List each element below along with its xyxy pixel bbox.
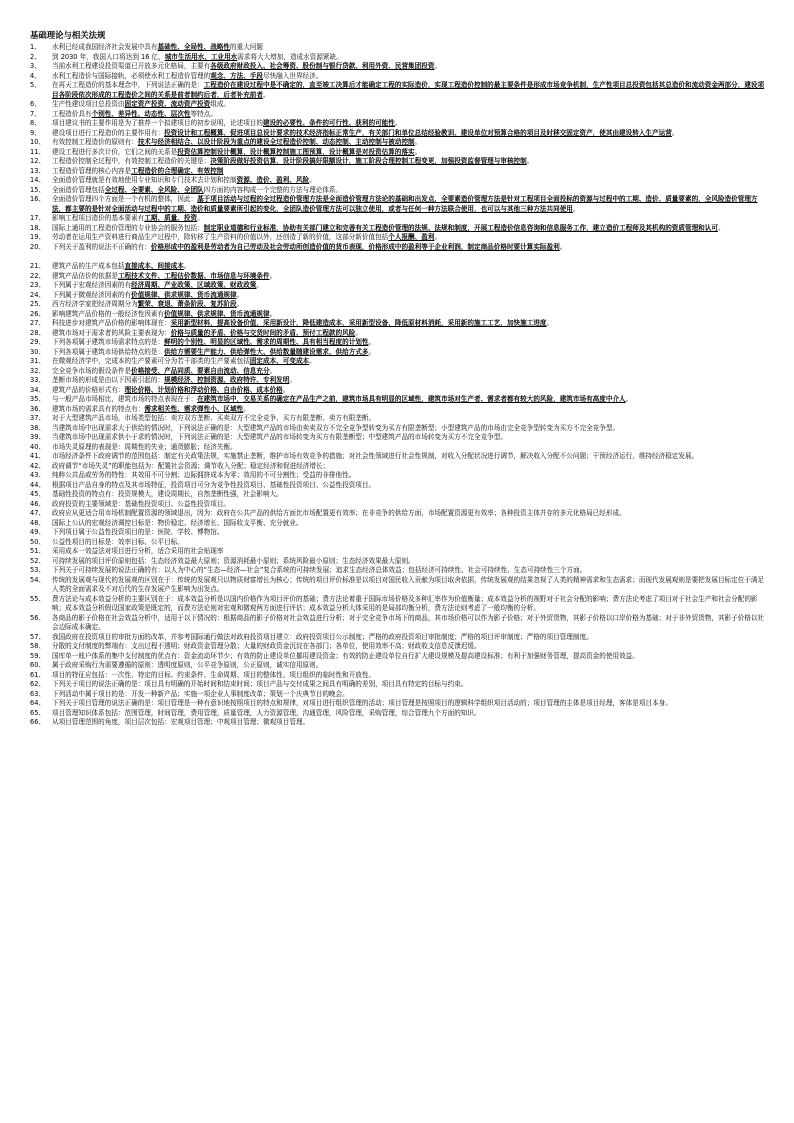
item-question: 纯粹公共品或劳务的特性：其效用不可分割；边际拥挤成本为零；效用的不可分割性；受益的非排他性。 bbox=[52, 471, 356, 479]
item-suffix: 。 bbox=[355, 328, 362, 337]
document-page bbox=[30, 30, 765, 728]
item-number: 1、 bbox=[30, 43, 41, 51]
item-number: 28、 bbox=[30, 328, 45, 337]
item-suffix: 尽快融入世界经济。 bbox=[263, 71, 323, 80]
item-suffix: 。 bbox=[414, 147, 422, 156]
item-question: 建筑市场对于需求者的风险主要表现为： bbox=[52, 328, 171, 337]
item-question: 建筑产品估价的依据是 bbox=[52, 271, 118, 280]
list-item bbox=[30, 100, 765, 110]
list-item bbox=[30, 119, 765, 129]
item-question: 项目管理知识体系包括：范围管理，时间管理，费用管理，质量管理，人力资源管理，沟通管理，风险管理，采购管理，综合管理九个方面的知识。 bbox=[52, 708, 481, 717]
item-answer: 价格接受、产品同质、要素自由流动、信息充分 bbox=[131, 366, 270, 375]
list-item bbox=[30, 481, 765, 491]
item-number: 50、 bbox=[30, 537, 45, 546]
list-item bbox=[30, 386, 765, 396]
item-answer: 价值规律、供求规律、货币流通规律 bbox=[131, 290, 237, 299]
item-suffix: 。 bbox=[414, 138, 422, 146]
list-item bbox=[30, 462, 765, 472]
item-suffix: 。 bbox=[256, 281, 263, 289]
item-answer: 工期、质量、投资 bbox=[144, 214, 198, 222]
list-item bbox=[30, 310, 765, 320]
item-question: 水利已经成我国经济社会发展中具有 bbox=[52, 43, 158, 51]
item-question: 下列关于可持续发展的说法正确的有：以人为中心的“生态—经济—社会”复合系统的可持续发展；追求生态经济总体效益；包括经济可持续性、社会可持续性、生态可持续性三个方面。 bbox=[52, 566, 587, 574]
item-number: 17、 bbox=[30, 214, 45, 222]
list-item bbox=[30, 291, 765, 301]
item-suffix: 。 bbox=[183, 262, 191, 270]
item-number: 32、 bbox=[30, 366, 45, 375]
item-question: 政府投资的主要领域是：基础性投资项目、公益性投资项目。 bbox=[52, 499, 231, 508]
item-answer: 在建筑市场中，交易关系的确定在产品生产之前，建筑市场具有明显的区域性，建筑市场对生产者、需求者都有较大的风险，建筑市场有高度中介人 bbox=[197, 395, 626, 403]
item-answer: 观念、方法、手段 bbox=[210, 71, 263, 80]
item-suffix: 。 bbox=[671, 128, 679, 137]
list-item bbox=[30, 424, 765, 434]
item-list bbox=[30, 43, 765, 728]
item-question: 西方经济学家把经济周期分为 bbox=[52, 300, 138, 308]
item-answer: 个别性、差异性、动态性、层次性 bbox=[91, 109, 191, 118]
list-item bbox=[30, 224, 765, 234]
item-question: 市场经济条件下政府调节的范围包括：制定有关政策法规，实施禁止垄断，维护市场有效竞争的措施；对社会性领域进行社会性规制，对收入分配状况进行调节，解决收入分配不公问题；干预经济运行，维持经济稳定发展。 bbox=[52, 452, 699, 460]
list-item bbox=[30, 53, 765, 63]
item-number: 26、 bbox=[30, 309, 45, 318]
item-question: 基础性投资的特点有：投资规模大，建设周期长，自然垄断性强，社会影响大。 bbox=[52, 490, 283, 498]
item-number: 41、 bbox=[30, 452, 45, 460]
item-number: 12、 bbox=[30, 157, 45, 165]
item-answer: 全过程、全要素、全风险、全团队 bbox=[104, 185, 204, 194]
list-item bbox=[30, 110, 765, 120]
list-item bbox=[30, 652, 765, 662]
item-number: 52、 bbox=[30, 556, 45, 565]
item-number: 45、 bbox=[30, 490, 45, 498]
item-number: 44、 bbox=[30, 480, 45, 489]
item-number: 4、 bbox=[30, 71, 41, 80]
item-answer: 城市生活用水、工业用水 bbox=[164, 52, 238, 61]
item-suffix: 。 bbox=[526, 157, 534, 165]
item-question: 各商品的影子价格在社会效益分析中，适用于以下情况的：根据商品的影子价格对社会效益进行分析；对于完全竞争市场下的商品，其市场价格可以作为影子价格；对于外贸货物，其影子价格以口岸价格为基础；对于非外贸货物，其影子价格以社会边际成本确定。 bbox=[52, 613, 765, 631]
item-suffix: 。 bbox=[434, 233, 442, 241]
item-question: 采用成本一效益法对项目进行分析，适合采用的社会贴现率 bbox=[52, 547, 224, 555]
item-question: 我国政府在投资项目的审批方面的改革，并参考国际通行做法对政府投资项目建立：政府投资项目公示制度；严格的政府投资项目审批制度；严格的项目评审制度；严格的项目管理制度。 bbox=[52, 632, 593, 641]
item-number: 65、 bbox=[30, 708, 45, 717]
list-item bbox=[30, 528, 765, 538]
item-suffix: 。 bbox=[368, 347, 376, 356]
item-answer: 鲜明的个别性、明显的区域性、需求的周期性、具有相当程度的计划性 bbox=[164, 338, 369, 346]
list-item bbox=[30, 633, 765, 643]
item-question: 工程造价管理的核心内容是 bbox=[52, 166, 132, 175]
item-suffix: 组成。 bbox=[210, 100, 231, 108]
list-item bbox=[30, 62, 765, 72]
item-answer: 直接成本、间接成本 bbox=[124, 262, 184, 270]
item-answer: 供给方需要生产能力、供给弹性大、供给数量随建设需求、供给方式多 bbox=[164, 347, 369, 356]
list-item bbox=[30, 43, 765, 53]
item-answer: 价值规律、供求规律、货币流通规律 bbox=[164, 309, 270, 318]
item-question: 影响工程项目造价的基本要素有 bbox=[52, 214, 145, 222]
item-question: 当建筑市场中出现需求大于供给的情况时，下列说法正确的是：大型建筑产品的市场由卖卖双方不完全竞争型转变为买方有限垄断型；小型建筑产品的市场由完全竞争型转变为买方不完全竞争型。 bbox=[52, 423, 620, 432]
list-item bbox=[30, 148, 765, 158]
item-suffix: 。 bbox=[269, 271, 277, 280]
item-question: 下列各项属于建筑市场需求特点的是： bbox=[52, 338, 165, 346]
item-number: 30、 bbox=[30, 347, 45, 356]
item-answer: 需求相关性、需求弹性小、区域性 bbox=[144, 404, 244, 413]
item-number: 27、 bbox=[30, 319, 45, 327]
list-item bbox=[30, 471, 765, 481]
list-item bbox=[30, 519, 765, 529]
item-number: 58、 bbox=[30, 642, 45, 650]
item-answer: 采用新型材料，提高设备价值，采用新设计，降低建造成本，采用新型设备，降低原材料消耗，采用新的施工工艺，加快施工进度 bbox=[170, 319, 547, 327]
item-answer: 各级政府财政投入、社会筹资、股份制与银行贷款、利用外资、民营集团投资 bbox=[210, 62, 435, 70]
item-number: 23、 bbox=[30, 281, 45, 289]
item-suffix: 四方面的内容构成一个完整的方法与理论体系。 bbox=[203, 185, 343, 194]
item-question: 下列属于微观经济因素的有 bbox=[52, 290, 132, 299]
item-question: 劳动者在运用生产资料进行商品生产过程中，除转移了生产资料的价值以外，还创造了新的价值，这部分新价值包括 bbox=[52, 233, 389, 241]
item-number: 14、 bbox=[30, 176, 45, 184]
list-item bbox=[30, 348, 765, 358]
list-item bbox=[30, 167, 765, 177]
item-number: 20、 bbox=[30, 242, 45, 251]
item-number: 3、 bbox=[30, 62, 41, 70]
list-item bbox=[30, 195, 765, 214]
list-item bbox=[30, 718, 765, 728]
item-answer: 规模经济、控制资源、政府特许、专利发明 bbox=[164, 376, 290, 384]
item-question: 到 2030 年，我国人口将达到 16 亿， bbox=[52, 52, 165, 61]
item-question: 从项目管理范围的角度，项目层次包括：宏观项目管理；中观项目管理；微观项目管理。 bbox=[52, 718, 310, 726]
item-question: 分散的支付制度的弊端有：支出过程不透明；财政资金管理分散；大量的财政资金沉淀在各部门；各单位，使用效率不高；财政收支信息反馈迟缓。 bbox=[52, 642, 481, 650]
item-suffix: 。 bbox=[236, 290, 244, 299]
item-question: 对于大型建筑产品市场，市场类型包括：卖方双方垄断、买卖双方不完全竞争、买方有限垄断、卖方有限垄断。 bbox=[52, 414, 376, 422]
item-question: 政府应从更适合用市场机制配置资源的领域退出，因为：政府在公共产品的供给方面比市场配置更有效率；在非竞争的供给方面，市场配置资源更有效率；各种投资主体并存的多元化格局已经形成。 bbox=[52, 509, 626, 517]
item-question: 工程造价控制全过程中，有效控制工程造价的关键是： bbox=[52, 157, 211, 165]
item-number: 60、 bbox=[30, 661, 45, 669]
list-item bbox=[30, 500, 765, 510]
item-question: 项目的特征应包括：一次性、特定的目标、约束条件、生命周期、项目的整体性、项目组织的临时性和开放性。 bbox=[52, 670, 376, 679]
item-answer: 制定职业道德和行业标准，协助有关部门建立和完善有关工程造价管理的法规、法规和制度，开展工程造价信息咨询和信息服务工作，建立造价工程师及其机构的资质管理和认可 bbox=[203, 223, 718, 232]
item-question: 建设工程进行多次计价，它们之间的关系是 bbox=[52, 147, 178, 156]
item-question: 下列关于盈利的说法不正确的有： bbox=[52, 242, 151, 251]
item-question: 下列活动中属于项目的是：开发一种新产品；实施一项企业人事制度改革；策划一个庆典节目的晚会。 bbox=[52, 689, 349, 698]
item-number: 61、 bbox=[30, 670, 45, 679]
item-question: 国际上公认的宏观经济调控目标是：物价稳定、经济增长、国际收支平衡、充分就业。 bbox=[52, 518, 303, 527]
item-suffix: 的重大问题 bbox=[230, 43, 263, 51]
item-question: 科技进步对建筑产品价格的影响体现在： bbox=[52, 319, 171, 327]
item-suffix: 。 bbox=[243, 404, 250, 413]
item-number: 13、 bbox=[30, 166, 45, 175]
section-gap bbox=[30, 252, 765, 262]
item-answer: 投资设计和工程概算、促进项目总设计要求的技术经济指标正常生产，有关部门和单位总结经验教训、建设单位对预算合格的项目及时移交固定资产，使其由建设转入生产运营 bbox=[164, 128, 672, 137]
item-answer: 工程造价的合理确定、有效控制 bbox=[131, 166, 224, 175]
item-number: 7、 bbox=[30, 109, 41, 118]
item-number: 16、 bbox=[30, 195, 45, 203]
list-item bbox=[30, 709, 765, 719]
item-answer: 技术与经济相结合、以设计阶段为重点的建设全过程造价控制、动态控制、主动控制与被动控制 bbox=[137, 138, 415, 146]
item-number: 10、 bbox=[30, 138, 45, 146]
list-item bbox=[30, 661, 765, 671]
item-question: 国际上通用的工程造价管理的专业协会的服务包括： bbox=[52, 223, 204, 232]
item-suffix: 等特点。 bbox=[190, 109, 217, 118]
item-question: 当前水利工程建设投资渠道已开放多元化格局，主要有 bbox=[52, 62, 211, 70]
list-item bbox=[30, 538, 765, 548]
item-answer: 基础性、全局性、战略性 bbox=[157, 43, 231, 51]
item-number: 48、 bbox=[30, 518, 45, 527]
item-answer: 固定成本、可变成本 bbox=[249, 357, 310, 365]
item-question: 有效控制工程造价的原则有： bbox=[52, 138, 138, 146]
item-number: 55、 bbox=[30, 594, 45, 603]
item-answer: 繁荣、衰退、萧条阶段、复苏阶段 bbox=[137, 300, 237, 308]
list-item bbox=[30, 338, 765, 348]
item-number: 36、 bbox=[30, 404, 45, 413]
item-number: 35、 bbox=[30, 395, 45, 403]
list-item bbox=[30, 690, 765, 700]
list-item bbox=[30, 405, 765, 415]
item-answer: 价格与质量的矛盾、价格与交货时间的矛盾、预付工程款的风险 bbox=[170, 328, 356, 337]
list-item bbox=[30, 699, 765, 709]
item-answer: 价格形成中的盈利是劳动者为自己劳动及社会劳动所创造价值的货币表现，价格形成中的盈利等于企业利润，制定商品价格时要计算实际盈利 bbox=[150, 242, 560, 251]
item-number: 43、 bbox=[30, 471, 45, 479]
list-item bbox=[30, 262, 765, 272]
item-number: 19、 bbox=[30, 233, 45, 241]
item-answer: 决策阶段做好投资估算，设计阶段搞好限额设计，施工阶段合理控制工程变更，加强投资监督管理与审核控制 bbox=[210, 157, 527, 165]
list-item bbox=[30, 443, 765, 453]
list-item bbox=[30, 642, 765, 652]
item-suffix: 。 bbox=[197, 214, 204, 222]
item-question: 当建筑市场中出现需求供小于求的情况时，下列说法正确的是：大型建筑产品的市场转变为买方有限垄断型；中型建筑产品的市场转变为买方不完全竞争型。 bbox=[52, 433, 507, 441]
item-number: 5、 bbox=[30, 81, 41, 89]
item-suffix: 。 bbox=[546, 319, 554, 327]
list-item bbox=[30, 176, 765, 186]
item-number: 51、 bbox=[30, 547, 45, 555]
list-item bbox=[30, 243, 765, 253]
list-item bbox=[30, 319, 765, 329]
item-number: 31、 bbox=[30, 357, 45, 365]
list-item bbox=[30, 281, 765, 291]
item-number: 22、 bbox=[30, 271, 45, 280]
item-question: 费方法论与成本效益分析的主要区别在于：成本效益分析是以国内价格作为项目评价的基础；费方法论着重于国际市场价格及多种汇率作为价值衡量；成本效益分析的视野对于社会分配的影响；费方法论考虑了项目对于社会生产和社会分配的影响；成本效益分析假设国家政策是既定的，而费方法论则对宏观和微观两方面进行评估；成本效益分析大体采用的是局部均衡分析，费方法论则考虑了一般均衡的分析。 bbox=[52, 594, 758, 612]
item-suffix: 。 bbox=[236, 300, 244, 308]
item-question: 建筑产品的生产成本包括 bbox=[52, 262, 125, 270]
item-number: 57、 bbox=[30, 632, 45, 641]
list-item bbox=[30, 157, 765, 167]
item-answer: 资源、造价、盈利、风险 bbox=[236, 176, 310, 184]
item-number: 40、 bbox=[30, 442, 45, 451]
item-suffix: 。 bbox=[717, 223, 725, 232]
list-item bbox=[30, 214, 765, 224]
item-suffix: 需求将大大增加，造成水资源紧缺。 bbox=[237, 52, 343, 61]
item-suffix: 。 bbox=[282, 385, 290, 394]
item-question: 下列各项属于建筑市场供给特点的是： bbox=[52, 347, 165, 356]
item-number: 64、 bbox=[30, 699, 45, 707]
list-item bbox=[30, 81, 765, 100]
list-item bbox=[30, 367, 765, 377]
item-number: 21、 bbox=[30, 262, 45, 270]
item-answer: 理论价格、计划价格和浮动价格、自由价格、成本价格 bbox=[124, 385, 283, 394]
item-suffix: 。 bbox=[309, 176, 316, 184]
item-number: 2、 bbox=[30, 52, 41, 61]
item-number: 29、 bbox=[30, 338, 45, 346]
item-suffix: 。 bbox=[559, 242, 567, 251]
item-number: 39、 bbox=[30, 433, 45, 441]
item-question: 下列属于宏观经济因素的有 bbox=[52, 281, 132, 289]
item-question: 垄断市场的形成是由以下因素引起的： bbox=[52, 376, 165, 384]
document-title: 基础理论与相关法规 bbox=[30, 30, 106, 40]
item-question: 政府调节“市场失灵”的职能包括为：配置社会资源；调节收入分配；稳定经济和促进经济增长； bbox=[52, 461, 330, 470]
list-item bbox=[30, 680, 765, 690]
item-question: 与一般产品市场相比，建筑市场的特点表现在于： bbox=[52, 395, 198, 403]
item-suffix: 。 bbox=[269, 309, 277, 318]
item-answer: 投资估算控制设计概算，设计概算控制施工图预算，设计概算是对投资估算的落实 bbox=[177, 147, 415, 156]
list-item bbox=[30, 300, 765, 310]
list-item bbox=[30, 614, 765, 633]
item-question: 下列项目属于公益性投资项目的是：医院、学校、博物馆。 bbox=[52, 528, 224, 536]
list-item bbox=[30, 395, 765, 405]
item-question: 全面造价管理就是有效地使用专业知识和专门技术去计划和控制 bbox=[52, 176, 237, 184]
item-question: 影响建筑产品价格的一般经济性因素有 bbox=[52, 309, 165, 318]
item-number: 25、 bbox=[30, 300, 45, 308]
list-item bbox=[30, 186, 765, 196]
item-question: 在再天工程造价的基本理念中，下列说法正确的是： bbox=[52, 81, 204, 89]
item-number: 56、 bbox=[30, 613, 45, 622]
item-number: 6、 bbox=[30, 100, 41, 108]
item-number: 9、 bbox=[30, 128, 41, 137]
item-number: 18、 bbox=[30, 223, 45, 232]
item-question: 全面造价管理包括 bbox=[52, 185, 105, 194]
item-suffix: 。 bbox=[434, 62, 442, 70]
item-number: 47、 bbox=[30, 509, 45, 517]
item-question: 市场失灵原理的表现是：周期性的失业；通货膨胀；经济失衡。 bbox=[52, 442, 237, 451]
item-number: 62、 bbox=[30, 680, 45, 688]
item-question: 完全竞争市场的假设条件是 bbox=[52, 366, 132, 375]
item-answer: 个人报酬、盈利 bbox=[388, 233, 435, 241]
list-item bbox=[30, 376, 765, 386]
list-item bbox=[30, 129, 765, 139]
list-item bbox=[30, 452, 765, 462]
item-number: 24、 bbox=[30, 290, 45, 299]
item-question: 属于政府采购行为需要遵循的原则：透明度原则，公平竞争原则，公正原则，诚实信用原则。 bbox=[52, 661, 323, 669]
item-question: 可持续发展的项目评价原则包括：生态经济效益最大原则；资源消耗最小原则；系统风险最小原则；生态经济效果最大原则。 bbox=[52, 556, 415, 565]
list-item bbox=[30, 433, 765, 443]
item-number: 42、 bbox=[30, 461, 45, 470]
item-number: 34、 bbox=[30, 385, 45, 394]
list-item bbox=[30, 272, 765, 282]
item-suffix: 。 bbox=[572, 204, 580, 213]
item-answer: 经济周期、产业政策、区域政策、财政政策 bbox=[131, 281, 257, 289]
item-question: 建设项目进行工程造价的主要作用有： bbox=[52, 128, 165, 137]
item-suffix: 。 bbox=[368, 338, 376, 346]
item-suffix: 。 bbox=[394, 119, 402, 127]
list-item bbox=[30, 595, 765, 614]
item-suffix: 。 bbox=[263, 90, 270, 99]
item-number: 63、 bbox=[30, 689, 45, 698]
item-question: 公益性项目的目标是：效率目标、公平目标。 bbox=[52, 537, 184, 546]
list-item bbox=[30, 557, 765, 567]
item-question: 建筑市场的需求具有的特点有： bbox=[52, 404, 145, 413]
item-question: 建筑产品的价格形式有： bbox=[52, 385, 125, 394]
item-answer: 工程技术文件、工程估价数据、市场信息与环境条件 bbox=[117, 271, 270, 280]
item-question: 传统的发展观与现代的发展观的区别在于：传统的发展观只以物质财富增长为核心；传统的项目评价标准是以项目对国民收入贡献为项目取舍依据，传统发展观的结果忽视了人类的精神需求和生态需求；而现代发展观则是要把发展目标定位于满足人类的全面需求及不对后代的生存发展产生影响为出发点。 bbox=[52, 575, 765, 593]
item-number: 49、 bbox=[30, 528, 45, 536]
list-item bbox=[30, 576, 765, 595]
item-question: 下列关于项目管理的说法正确的是：项目管理是一种有意识地按照项目的特点和规律，对项目进行组织管理的活动；项目管理是按照项目的逻辑科学组织项目活动的；项目管理的主体是项目经理，客体是项目本身。 bbox=[52, 699, 672, 707]
item-number: 46、 bbox=[30, 499, 45, 508]
item-question: 根据项目产品自身的特点及其市场特征，投资项目可分为竞争性投资项目、基础性投资项目、公益性投资项目。 bbox=[52, 480, 376, 489]
item-number: 15、 bbox=[30, 185, 45, 194]
list-item bbox=[30, 233, 765, 243]
item-number: 38、 bbox=[30, 423, 45, 432]
list-item bbox=[30, 357, 765, 367]
item-suffix: 。 bbox=[625, 395, 633, 403]
list-item bbox=[30, 490, 765, 500]
item-number: 11、 bbox=[30, 147, 45, 156]
item-number: 37、 bbox=[30, 414, 45, 422]
item-question: 在微观经济学中，完成本的生产要素可分为若干部类的生产要素包括 bbox=[52, 357, 250, 365]
list-item bbox=[30, 329, 765, 339]
item-suffix: 。 bbox=[269, 366, 277, 375]
item-question: 国库单一账户体系的集中支付制度的优点有：资金流动环节少；有效的防止建设单位挪用建设资金；有效的防止建设单位自行扩大建设规模及提高建设标准；有利于加强财务管理，提高资金的使用效益。 bbox=[52, 651, 639, 660]
item-question: 生产性建设项目总投资由 bbox=[52, 100, 125, 108]
item-question: 全面造价管理四个方面是一个有机的整体，因此： bbox=[52, 195, 198, 203]
item-number: 33、 bbox=[30, 376, 45, 384]
item-answer: 建设的必要性、条件的可行性、获利的可能性 bbox=[263, 119, 395, 127]
item-question: 水利工程造价与国际接轨，必须使水利工程造价管理的 bbox=[52, 71, 211, 80]
item-suffix: 。 bbox=[309, 357, 316, 365]
item-number: 66、 bbox=[30, 718, 45, 726]
list-item bbox=[30, 566, 765, 576]
item-number: 54、 bbox=[30, 575, 45, 584]
list-item bbox=[30, 509, 765, 519]
list-item bbox=[30, 547, 765, 557]
item-answer: 工程造价在建设过程中是不确定的，直至竣工决算后才能确定工程的实际造价，实现工程造价控制的最主要条件是形成市场竞争机制，生产性项目总投资包括其总造价和流动资金两部分，建设项目各阶段依次形成的工程造价之间的关系是前者制约后者，后者补充前者 bbox=[52, 81, 765, 99]
item-number: 8、 bbox=[30, 119, 41, 127]
item-question: 工程造价具有 bbox=[52, 109, 92, 118]
item-question: 项目建议书的主要作用是为了推荐一个拟建项目的初步说明，论述项目的 bbox=[52, 119, 263, 127]
list-item bbox=[30, 138, 765, 148]
list-item bbox=[30, 671, 765, 681]
list-item bbox=[30, 72, 765, 82]
item-answer: 基于项目活动与过程的全过程造价管理方法是全面造价管理方法论的基础和出发点，全要素造价管理方法是针对工程项目全面投标的资源与过程中的工期、造价、质量要素的，全风险造价管理方法，都主要的是针对全面活动与过程中的工期、造价和质量要素所引起的变化，全团队造价管理方法可以独立使用，或者与任何一种方法联合使用，也可以与其他三种方法共同使用 bbox=[52, 195, 758, 213]
item-number: 53、 bbox=[30, 566, 45, 574]
list-item bbox=[30, 414, 765, 424]
item-question: 下列关于项目的说法正确的是：项目具有明确的开始时间和结束时间；项目产品与交付成果之间具有明确的差别，项目具有特定的目标与约束。 bbox=[52, 680, 468, 688]
item-suffix: 。 bbox=[289, 376, 296, 384]
item-number: 59、 bbox=[30, 651, 45, 660]
item-answer: 固定资产投资、流动资产投资 bbox=[124, 100, 211, 108]
